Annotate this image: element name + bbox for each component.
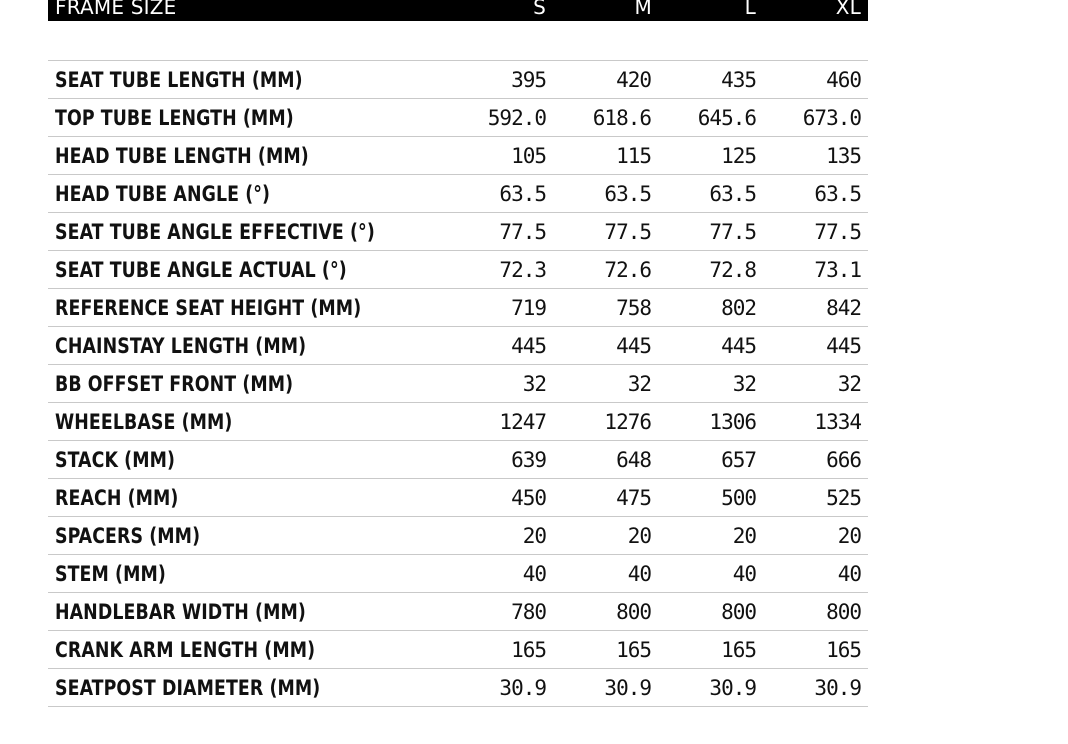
header-frame-size-label: FRAME SIZE [55,0,177,19]
row-label: BB OFFSET FRONT (MM) [55,372,294,396]
header-size-xl: XL [835,0,861,19]
value-l: 20 [732,524,756,548]
geometry-table [48,0,868,744]
value-xl: 165 [826,638,861,662]
value-l: 77.5 [709,220,756,244]
value-s: 77.5 [499,220,546,244]
header-size-s: S [533,0,546,19]
row-label: HEAD TUBE LENGTH (MM) [55,144,309,168]
table-row [48,554,868,592]
value-l: 800 [721,600,756,624]
value-m: 445 [616,334,651,358]
value-xl: 1334 [814,410,861,434]
value-xl: 666 [826,448,861,472]
row-label: REACH (MM) [55,486,179,510]
value-xl: 73.1 [814,258,861,282]
value-s: 592.0 [487,106,546,130]
value-xl: 63.5 [814,182,861,206]
table-row [48,288,868,326]
value-s: 105 [511,144,546,168]
table-row [48,250,868,288]
value-m: 115 [616,144,651,168]
value-s: 20 [522,524,546,548]
value-xl: 445 [826,334,861,358]
table-row [48,326,868,364]
value-l: 165 [721,638,756,662]
value-m: 30.9 [604,676,651,700]
value-m: 618.6 [592,106,651,130]
row-label: WHEELBASE (MM) [55,410,233,434]
table-row [48,592,868,630]
header-size-l: L [744,0,756,19]
value-m: 77.5 [604,220,651,244]
value-xl: 800 [826,600,861,624]
value-s: 30.9 [499,676,546,700]
row-label: SEATPOST DIAMETER (MM) [55,676,321,700]
value-l: 657 [721,448,756,472]
value-s: 450 [511,486,546,510]
value-m: 475 [616,486,651,510]
value-xl: 77.5 [814,220,861,244]
table-row [48,364,868,402]
value-s: 32 [522,372,546,396]
value-l: 32 [732,372,756,396]
value-l: 435 [721,68,756,92]
value-l: 125 [721,144,756,168]
value-xl: 842 [826,296,861,320]
table-row [48,98,868,136]
value-xl: 40 [837,562,861,586]
table-row [48,516,868,554]
value-m: 63.5 [604,182,651,206]
value-s: 639 [511,448,546,472]
value-m: 800 [616,600,651,624]
header-spacer [48,21,868,60]
value-s: 445 [511,334,546,358]
value-xl: 32 [837,372,861,396]
row-label: CHAINSTAY LENGTH (MM) [55,334,307,358]
value-l: 40 [732,562,756,586]
value-s: 395 [511,68,546,92]
value-m: 40 [627,562,651,586]
table-row [48,668,868,706]
value-m: 20 [627,524,651,548]
row-label: REFERENCE SEAT HEIGHT (MM) [55,296,362,320]
table-row [48,630,868,668]
row-label: SPACERS (MM) [55,524,201,548]
row-label: CRANK ARM LENGTH (MM) [55,638,316,662]
value-s: 63.5 [499,182,546,206]
value-l: 445 [721,334,756,358]
table-row [48,402,868,440]
row-label: SEAT TUBE ANGLE ACTUAL (°) [55,258,347,282]
row-label: TOP TUBE LENGTH (MM) [55,106,294,130]
row-label: STEM (MM) [55,562,166,586]
value-s: 719 [511,296,546,320]
table-row [48,212,868,250]
table-row [48,440,868,478]
value-l: 30.9 [709,676,756,700]
value-xl: 20 [837,524,861,548]
value-s: 165 [511,638,546,662]
value-l: 63.5 [709,182,756,206]
value-m: 758 [616,296,651,320]
row-label: HANDLEBAR WIDTH (MM) [55,600,306,624]
value-m: 165 [616,638,651,662]
value-xl: 30.9 [814,676,861,700]
value-l: 802 [721,296,756,320]
value-m: 648 [616,448,651,472]
table-row [48,136,868,174]
row-label: STACK (MM) [55,448,176,472]
header-size-m: M [634,0,652,19]
row-label: SEAT TUBE ANGLE EFFECTIVE (°) [55,220,375,244]
row-label: HEAD TUBE ANGLE (°) [55,182,271,206]
value-xl: 525 [826,486,861,510]
value-l: 72.8 [709,258,756,282]
value-m: 72.6 [604,258,651,282]
value-s: 40 [522,562,546,586]
value-l: 500 [721,486,756,510]
table-header-row [48,0,868,21]
value-s: 1247 [499,410,546,434]
table-row [48,60,868,98]
value-xl: 460 [826,68,861,92]
value-m: 32 [627,372,651,396]
value-xl: 135 [826,144,861,168]
row-label: SEAT TUBE LENGTH (MM) [55,68,303,92]
value-s: 780 [511,600,546,624]
value-m: 420 [616,68,651,92]
value-xl: 673.0 [802,106,861,130]
value-l: 1306 [709,410,756,434]
value-l: 645.6 [697,106,756,130]
value-m: 1276 [604,410,651,434]
table-row [48,174,868,212]
value-s: 72.3 [499,258,546,282]
table-row [48,478,868,516]
